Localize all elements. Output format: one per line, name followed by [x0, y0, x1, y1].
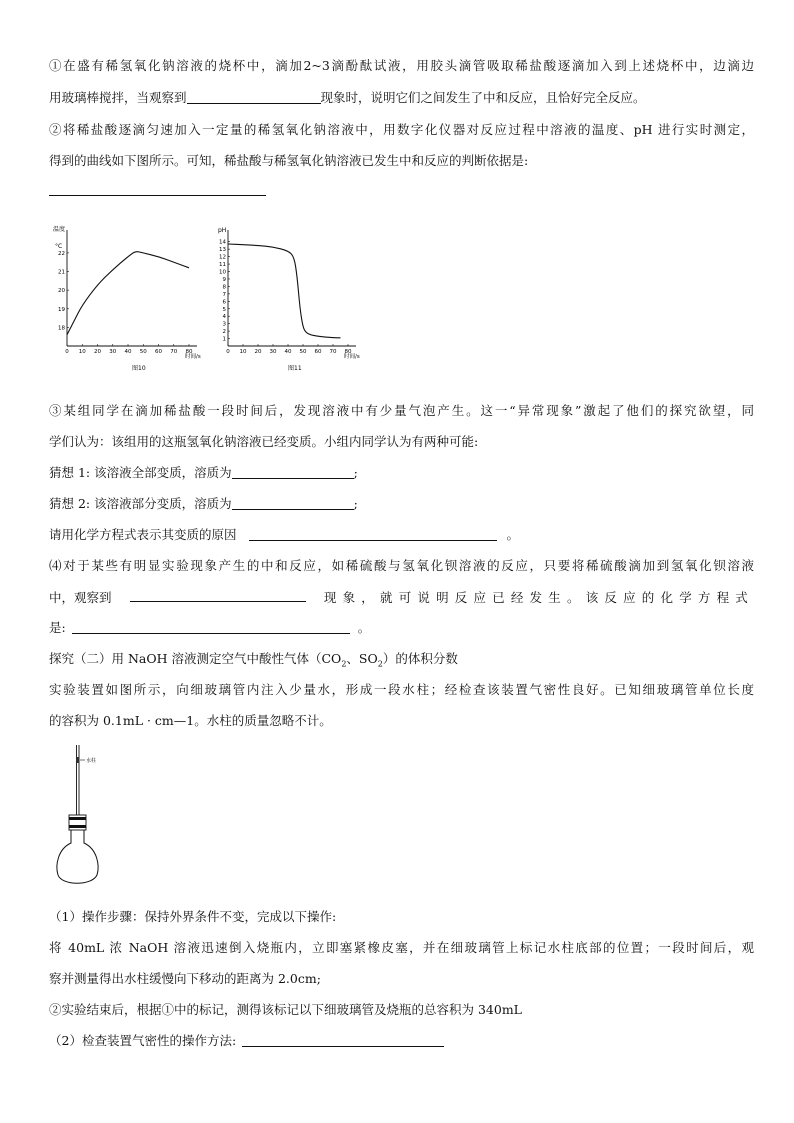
p3-line2: 学们认为：该组用的这瓶氢氧化钠溶液已经变质。小组内同学认为有两种可能: [49, 434, 479, 449]
explore2-title-a: 探究（二）用 NaOH 溶液测定空气中酸性气体（CO [49, 651, 342, 666]
step-3: 察并测量得出水柱缓慢向下移动的距离为 2.0cm; [49, 971, 321, 986]
fig11-x-tick-label: 0 [226, 349, 230, 355]
answer-blank-equation[interactable] [249, 528, 497, 541]
guess1-line [49, 465, 754, 481]
answer-blank-guess1[interactable] [232, 466, 354, 479]
p2-line2: 得到的曲线如下图所示。可知，稀盐酸与稀氢氧化钠溶液已发生中和反应的判断依据是: [49, 153, 529, 168]
explore2-title-sub1: 2 [341, 659, 347, 669]
answer-blank-airtightness[interactable] [242, 1034, 444, 1047]
fig11-xlabel: 时间/s [344, 354, 360, 360]
explore2-title-sub2: 2 [377, 659, 383, 669]
p4-line3 [49, 620, 754, 636]
fig10-yunit: °C [55, 243, 63, 250]
fig11-y-tick-label: 6 [222, 299, 226, 306]
fig10-y-tick-label: 19 [58, 306, 65, 313]
answer-blank-phenomenon[interactable] [187, 91, 321, 104]
fig11-x-tick-label: 20 [254, 349, 262, 355]
p4-line3-pre: 是: [49, 620, 66, 635]
step-5: （2）检查装置气密性的操作方法: [49, 1033, 237, 1048]
p4-line2-b: 现象，就可说明反应已经发生。该反应的化学方程式 [323, 590, 754, 605]
stopper-band-bottom [69, 825, 86, 828]
guess2-semi: ; [353, 496, 358, 511]
step-1: （1）操作步骤：保持外界条件不变，完成以下操作: [49, 909, 337, 924]
fig11-y-tick-label: 12 [219, 254, 226, 261]
fig10-x-tick-label: 20 [94, 349, 101, 355]
step-4: ②实验结束后，根据①中的标记，测得该标记以下细玻璃管及烧瓶的总容积为 340mL [49, 1002, 522, 1017]
fig11-y-tick-label: 2 [222, 329, 226, 336]
p4-line1: ⑷对于某些有明显实验现象产生的中和反应，如稀硫酸与氢氧化钡溶液的反应，只要将稀硫酸滴加到氢氧化钡溶液 [49, 558, 754, 573]
fig10-y-tick-label: 21 [58, 269, 65, 276]
fig11-y-tick-label: 13 [219, 247, 226, 254]
fig10-x-tick-label: 50 [139, 349, 147, 355]
fig11-x-tick-label: 50 [299, 349, 307, 355]
answer-blank-observation[interactable] [130, 589, 306, 602]
equation-period: 。 [506, 527, 520, 542]
p4-line3-post: 。 [357, 620, 371, 635]
flask-apparatus [52, 743, 112, 891]
equation-line [49, 527, 754, 543]
fig10-caption: 图10 [132, 365, 146, 372]
fig11-x-tick-label: 80 [344, 349, 352, 355]
explore2-title-b: 、SO [346, 651, 378, 666]
guess2-line [49, 496, 754, 512]
equation-prompt: 请用化学方程式表示其变质的原因 [49, 527, 237, 542]
fig10-x-tick-label: 80 [185, 349, 193, 355]
fig10-y-tick-label: 18 [58, 325, 65, 332]
explore2-line1: 实验装置如图所示，向细玻璃管内注入少量水，形成一段水柱；经检查该装置气密性良好。已知细玻璃管单位长度 [49, 682, 754, 697]
step-5-line [49, 1033, 754, 1049]
answer-blank-basis[interactable] [49, 195, 266, 196]
step-2: 将 40mL 浓 NaOH 溶液迅速倒入烧瓶内，立即塞紧橡皮塞，并在细玻璃管上标记水柱底部的位置；一段时间后，观 [49, 940, 754, 955]
answer-blank-guess2[interactable] [232, 497, 354, 510]
fig11-ylabel: pH [218, 227, 227, 234]
fig11-y-tick-label: 9 [222, 276, 226, 283]
ph-series-line [228, 244, 341, 338]
fig10-y-tick-label: 22 [58, 250, 65, 257]
explore2-line2: 的容积为 0.1mL · cm—1。水柱的质量忽略不计。 [49, 713, 332, 728]
fig11-x-tick-label: 30 [269, 349, 277, 355]
fig11-x-tick-label: 60 [314, 349, 322, 355]
fig10-xlabel: 时间/s [185, 354, 201, 360]
fig11-y-tick-label: 4 [222, 314, 226, 321]
p1-line2-post: 现象时，说明它们之间发生了中和反应，且恰好完全反应。 [320, 90, 646, 105]
fig10-x-tick-label: 0 [65, 349, 69, 355]
fig10-x-tick-label: 70 [170, 349, 178, 355]
fig11-caption: 图11 [288, 365, 302, 372]
p1-line2 [49, 90, 754, 106]
explore2-title [49, 651, 754, 673]
fig10-x-tick-label: 60 [155, 349, 162, 355]
explore2-title-c: ）的体积分数 [382, 651, 458, 666]
water-column [77, 757, 79, 763]
answer-blank-chem-equation[interactable] [72, 621, 350, 634]
water-column-label: 水柱 [86, 758, 97, 764]
guess2-text: 猜想 2: 该溶液部分变质，溶质为 [49, 496, 232, 511]
fig11-y-tick-label: 8 [222, 284, 226, 291]
fig11-y-tick-label: 1 [222, 336, 226, 343]
fig11-y-tick-label: 5 [222, 306, 226, 313]
fig11-y-tick-label: 14 [219, 239, 226, 246]
guess1-text: 猜想 1: 该溶液全部变质，溶质为 [49, 465, 232, 480]
fig10-x-tick-label: 40 [124, 349, 132, 355]
stopper-band-top [69, 817, 86, 820]
p1-line1: ①在盛有稀氢氧化钠溶液的烧杯中，滴加2~3滴酚酞试液，用胶头滴管吸取稀盐酸逐滴加入到上述烧杯中，边滴边 [49, 58, 754, 73]
temperature-series-line [67, 252, 189, 335]
p1-line2-pre: 用玻璃棒搅拌，当观察到 [49, 90, 187, 105]
p4-line2 [49, 589, 754, 606]
p2-line1: ②将稀盐酸逐滴匀速加入一定量的稀氢氧化钠溶液中，用数字化仪器对反应过程中溶液的温度、pH 进行实时测定， [49, 122, 754, 137]
fig10-x-tick-label: 30 [109, 349, 117, 355]
fig10-x-tick-label: 10 [78, 349, 86, 355]
fig10-ylabel: 温度 [53, 226, 66, 233]
fig11-x-tick-label: 40 [284, 349, 292, 355]
fig11-x-tick-label: 10 [239, 349, 247, 355]
ph-chart [212, 222, 372, 377]
temperature-chart [47, 222, 207, 377]
fig11-y-tick-label: 3 [222, 321, 226, 328]
guess1-semi: ; [353, 465, 358, 480]
round-bottom-flask [57, 830, 98, 883]
fig11-y-tick-label: 7 [222, 291, 226, 298]
fig10-y-tick-label: 20 [58, 288, 65, 295]
fig11-x-tick-label: 70 [329, 349, 337, 355]
fig11-y-tick-label: 11 [219, 262, 226, 269]
p3-line1: ③某组同学在滴加稀盐酸一段时间后，发现溶液中有少量气泡产生。这一“异常现象”激起了他们的探究欲望，同 [49, 403, 754, 418]
p4-line2-a: 中，观察到 [49, 590, 112, 605]
fig11-y-tick-label: 10 [219, 269, 226, 276]
